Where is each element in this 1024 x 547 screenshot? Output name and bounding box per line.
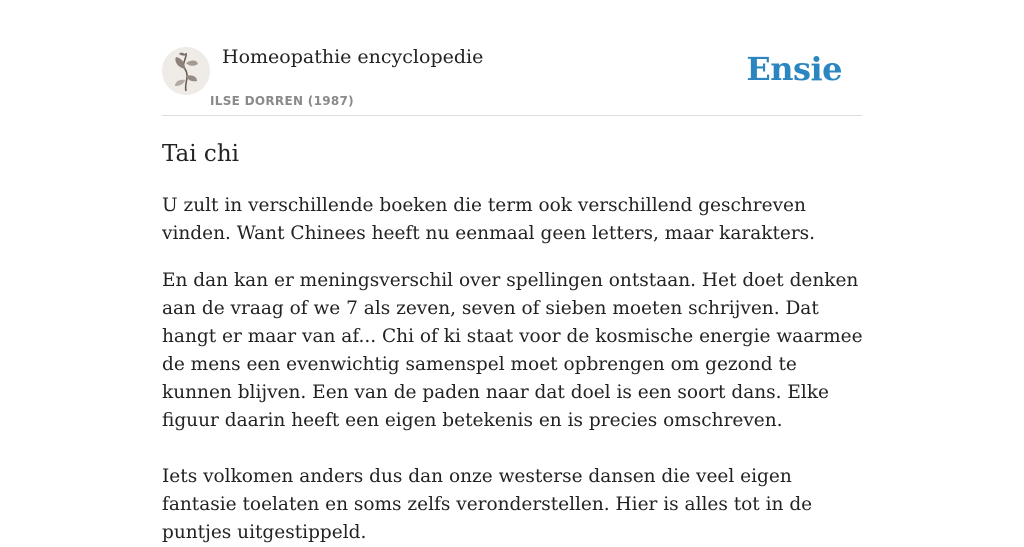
article-paragraph: U zult in verschillende boeken die term ook verschillend geschreven vinden. Want Chinees heeft nu eenmaal geen letters, maar karakters. bbox=[162, 195, 816, 244]
plant-sprout-icon[interactable] bbox=[162, 47, 210, 95]
article-paragraph: Iets volkomen anders dus dan onze westerse dansen die veel eigen fantasie toelaten en soms zelfs veronderstellen. Hier is alles tot in de puntjes uitgestippeld. bbox=[162, 466, 813, 543]
book-title[interactable]: Homeopathie encyclopedie bbox=[222, 46, 484, 68]
article bbox=[162, 138, 868, 543]
article-paragraph: En dan kan er meningsverschil over spellingen ontstaan. Het doet denken aan de vraag of we 7 als zeven, seven of sieben moeten schrijven. Dat hangt er maar van af... Chi of ki staat voor de kosmische energie waarmee de mens een evenwichtig samenspel moet opbrengen om gezond te kunnen blijven. Een van de paden naar dat doel is een soort dans. Elke figuur daarin heeft een eigen betekenis en is precies omschreven. bbox=[162, 270, 863, 431]
article-title: Tai chi bbox=[162, 141, 239, 167]
brand-logo[interactable]: Ensie bbox=[746, 50, 842, 88]
header bbox=[162, 44, 862, 116]
author-byline[interactable]: ILSE DORREN (1987) bbox=[210, 94, 354, 108]
